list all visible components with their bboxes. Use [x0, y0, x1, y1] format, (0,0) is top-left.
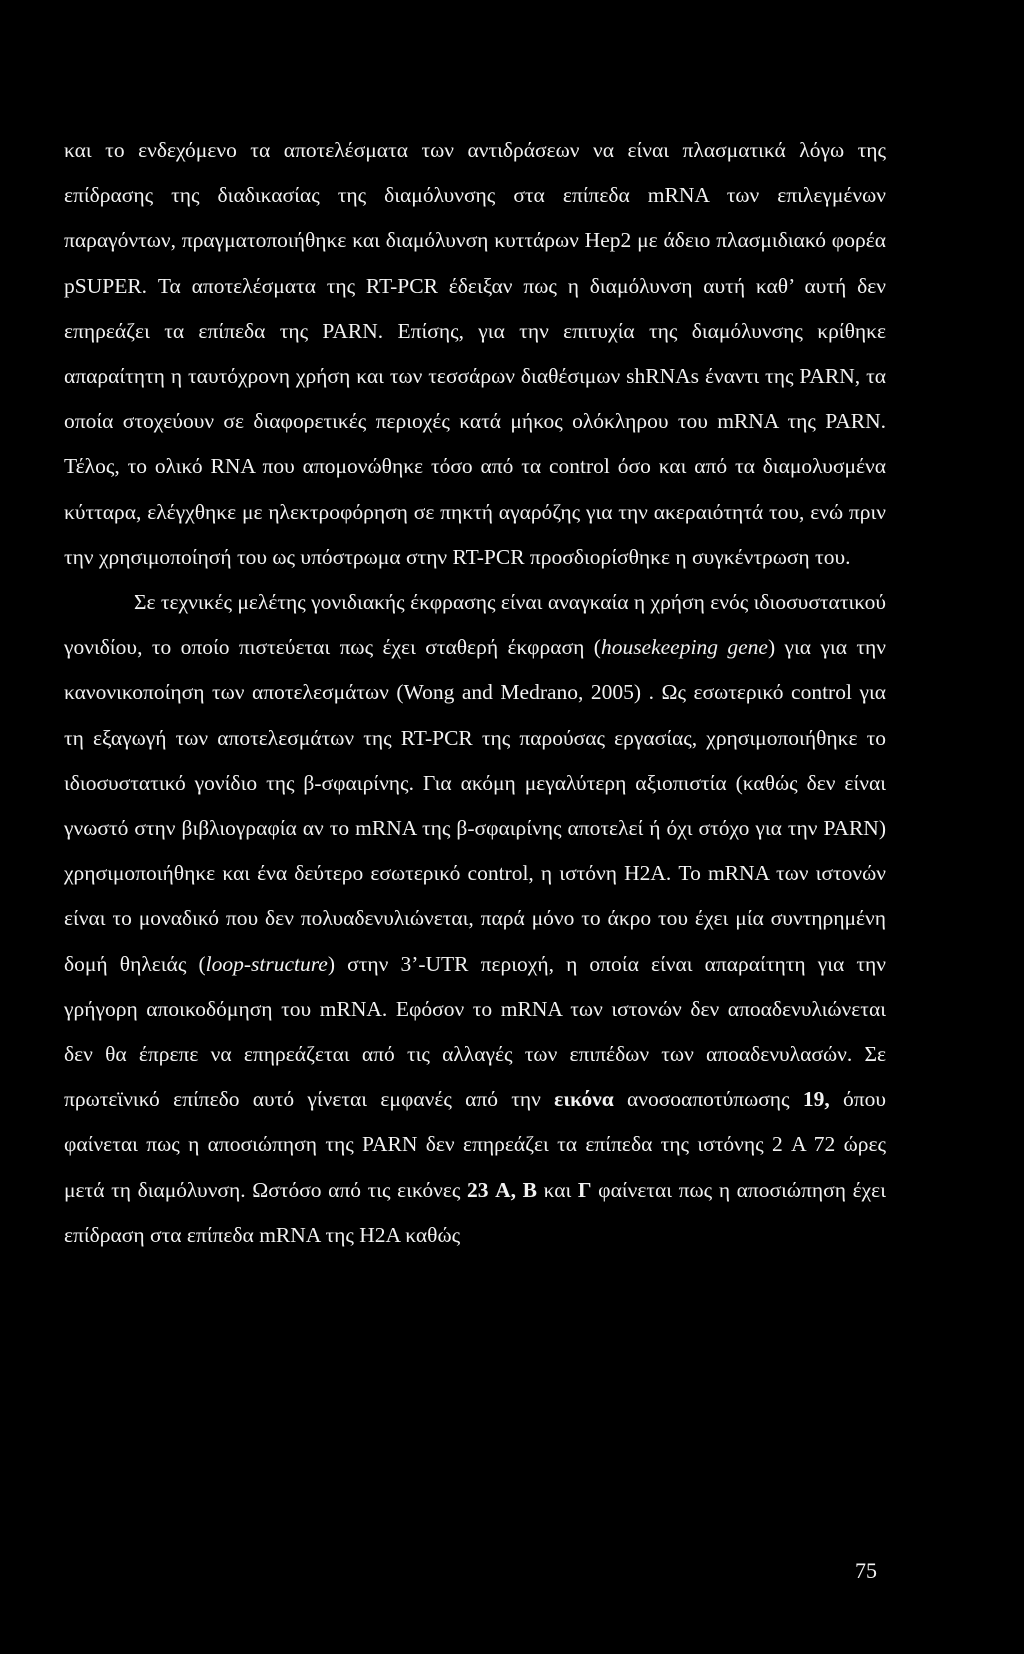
housekeeping-gene-term: housekeeping gene	[600, 635, 768, 660]
figure-word: εικόνα	[554, 1087, 614, 1112]
paragraph-2-text-1: Σε τεχνικές μελέτης γονιδιακής έκφρασης είναι αναγκαία η χρήση ενός ιδιοσυστατικού γονιδίου, το οποίο πιστεύεται πως έχει σταθερή έκφραση (	[64, 590, 886, 660]
paragraph-1: και το ενδεχόμενο τα αποτελέσματα των αντιδράσεων να είναι πλασματικά λόγω της επίδρασης της διαδικασίας της διαμόλυνσης στα επίπεδα mRNA των επιλεγμένων παραγόντων, πραγματοποιήθηκε και διαμόλυνση κυττάρων Hep2 με άδειο πλασμιδιακό φορέα pSUPER. Τα αποτελέσματα της RT-PCR έδειξαν πως η διαμόλυνση αυτή καθ’ αυτή δεν επηρεάζει τα επίπεδα της PARN. Επίσης, για την επιτυχία της διαμόλυνσης κρίθηκε απαραίτητη η ταυτόχρονη χρήση και των τεσσάρων διαθέσιμων shRNAs έναντι της PARN, τα οποία στοχεύουν σε διαφορετικές περιοχές κατά μήκος ολόκληρου του mRNA της PARN. Τέλος, το ολικό RNA που απομονώθηκε τόσο από τα control όσο και από τα διαμολυσμένα κύτταρα, ελέγχθηκε με ηλεκτροφόρηση σε πηκτή αγαρόζης για την ακεραιότητά του, ενώ πριν την χρησιμοποίησή του ως υπόστρωμα στην RT-PCR προσδιορίσθηκε η συγκέντρωση του.	[64, 138, 886, 569]
paragraph-2-text-2: ) για για την κανονικοποίηση των αποτελεσμάτων (Wong and Medrano, 2005) . Ως εσωτερικό control για τη εξαγωγή των αποτελεσμάτων της RT-PCR της παρούσας εργασίας, χρησιμοποιήθηκε το ιδιοσυστατικό γονίδιο της β-σφαιρίνης. Για ακόμη μεγαλύτερη αξιοπιστία (καθώς δεν είναι γνωστό στην βιβλιογραφία αν το mRNA της β-σφαιρίνης αποτελεί ή όχι στόχο για την PARN) χρησιμοποιήθηκε και ένα δεύτερο εσωτερικό control, η ιστόνη H2A. Το mRNA των ιστονών είναι το μοναδικό που δεν πολυαδενυλιώνεται, παρά μόνο το άκρο του έχει μία συντηρημένη δομή θηλειάς (	[64, 635, 886, 976]
paragraph-2-text-5: όπου φαίνεται πως η αποσιώπηση της PARN δεν επηρεάζει τα επίπεδα της ιστόνης 2 A 72 ώρες μετά τη διαμόλυνση. Ωστόσο από τις εικόνες	[64, 1087, 886, 1202]
document-body	[64, 128, 886, 1258]
loop-structure-term: loop-structure	[205, 951, 328, 976]
paragraph-2-text-4: ανοσοαποτύπωσης	[613, 1087, 803, 1112]
paragraph-2-text-7: φαίνεται πως η αποσιώπηση έχει επίδραση στα επίπεδα mRNA της H2A καθώς	[64, 1177, 886, 1247]
paragraph-2-text-6: και	[536, 1177, 578, 1202]
figure-ref-23ab: 23 A, B	[466, 1177, 537, 1202]
figure-ref-19: 19,	[802, 1087, 830, 1112]
paragraph-2	[64, 580, 886, 1258]
figure-ref-23g: Γ	[577, 1177, 592, 1202]
paragraph-2-text-3: ) στην 3’-UTR περιοχή, η οποία είναι απαραίτητη για την γρήγορη αποικοδόμηση του mRNA. Εφόσον το mRNA των ιστονών δεν αποαδενυλιώνεται δεν θα έπρεπε να επηρεάζεται από τις αλλαγές των επιπέδων των αποαδενυλασών. Σε πρωτεϊνικό επίπεδο αυτό γίνεται εμφανές από την	[64, 951, 886, 1112]
page-number: 75	[855, 1558, 877, 1583]
